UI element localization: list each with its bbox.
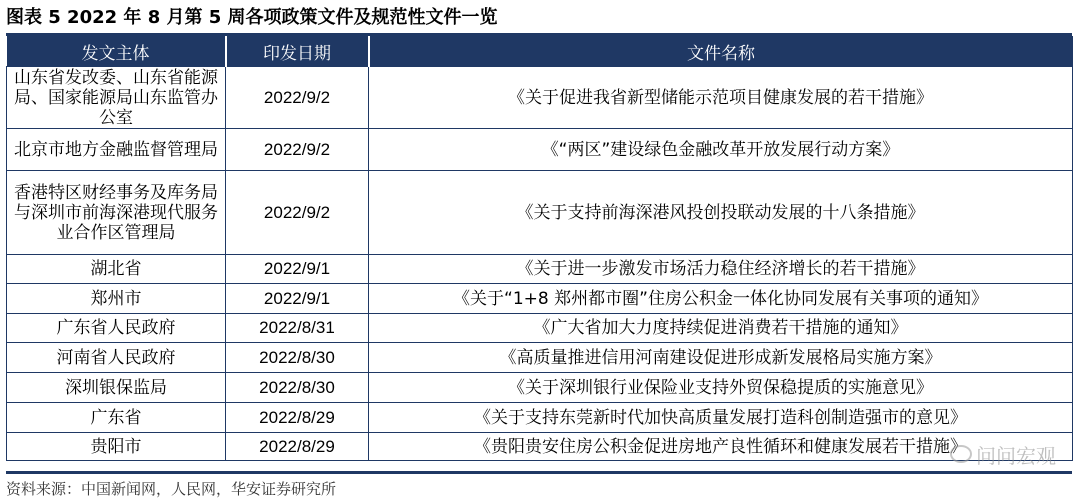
figure-title: 图表 5 2022 年 8 月第 5 周各项政策文件及规范性文件一览 <box>6 7 498 28</box>
policy-table <box>6 36 1073 461</box>
bottom-rule <box>6 471 1072 474</box>
issuer-cell: 广东省 <box>7 403 226 433</box>
issuer-cell: 北京市地方金融监督管理局 <box>7 129 226 171</box>
date-cell: 2022/9/1 <box>226 284 369 314</box>
date-cell: 2022/8/31 <box>226 314 369 343</box>
date-cell: 2022/9/2 <box>226 171 369 255</box>
watermark-text: 问问宏观 <box>976 443 1056 468</box>
issuer-cell: 香港特区财经事务及库务局与深圳市前海深港现代服务业合作区管理局 <box>7 171 226 255</box>
document-cell: 《广大省加大力度持续促进消费若干措施的通知》 <box>369 314 1073 343</box>
date-cell: 2022/9/2 <box>226 129 369 171</box>
issuer-cell: 深圳银保监局 <box>7 373 226 403</box>
table-row <box>7 284 1073 314</box>
header-issuer: 发文主体 <box>7 36 226 67</box>
table-header-row <box>7 36 1073 67</box>
table-row <box>7 314 1073 343</box>
document-cell: 《贵阳贵安住房公积金促进房地产良性循环和健康发展若干措施》 <box>369 433 1073 461</box>
date-cell: 2022/8/29 <box>226 403 369 433</box>
table-row <box>7 403 1073 433</box>
issuer-cell: 湖北省 <box>7 255 226 284</box>
issuer-cell: 郑州市 <box>7 284 226 314</box>
document-cell: 《关于支持东莞新时代加快高质量发展打造科创制造强市的意见》 <box>369 403 1073 433</box>
header-document: 文件名称 <box>369 36 1073 67</box>
table-row <box>7 171 1073 255</box>
document-cell: 《关于进一步激发市场活力稳住经济增长的若干措施》 <box>369 255 1073 284</box>
table-row <box>7 255 1073 284</box>
document-cell: 《关于深圳银行业保险业支持外贸保稳提质的实施意见》 <box>369 373 1073 403</box>
issuer-cell: 山东省发改委、山东省能源局、国家能源局山东监管办公室 <box>7 67 226 129</box>
table-row <box>7 343 1073 373</box>
header-date: 印发日期 <box>226 36 369 67</box>
issuer-cell: 广东省人民政府 <box>7 314 226 343</box>
table-row <box>7 129 1073 171</box>
date-cell: 2022/8/30 <box>226 343 369 373</box>
table-row <box>7 433 1073 461</box>
watermark <box>950 441 1056 467</box>
date-cell: 2022/8/29 <box>226 433 369 461</box>
document-cell: 《“两区”建设绿色金融改革开放发展行动方案》 <box>369 129 1073 171</box>
source-note: 资料来源：中国新闻网，人民网，华安证券研究所 <box>6 480 337 498</box>
document-cell: 《高质量推进信用河南建设促进形成新发展格局实施方案》 <box>369 343 1073 373</box>
date-cell: 2022/8/30 <box>226 373 369 403</box>
issuer-cell: 河南省人民政府 <box>7 343 226 373</box>
date-cell: 2022/9/2 <box>226 67 369 129</box>
issuer-cell: 贵阳市 <box>7 433 226 461</box>
date-cell: 2022/9/1 <box>226 255 369 284</box>
document-cell: 《关于支持前海深港风投创投联动发展的十八条措施》 <box>369 171 1073 255</box>
table-row <box>7 67 1073 129</box>
table-row <box>7 373 1073 403</box>
wechat-icon <box>950 445 972 463</box>
document-cell: 《关于促进我省新型储能示范项目健康发展的若干措施》 <box>369 67 1073 129</box>
document-cell: 《关于“1+8 郑州都市圈”住房公积金一体化协同发展有关事项的通知》 <box>369 284 1073 314</box>
